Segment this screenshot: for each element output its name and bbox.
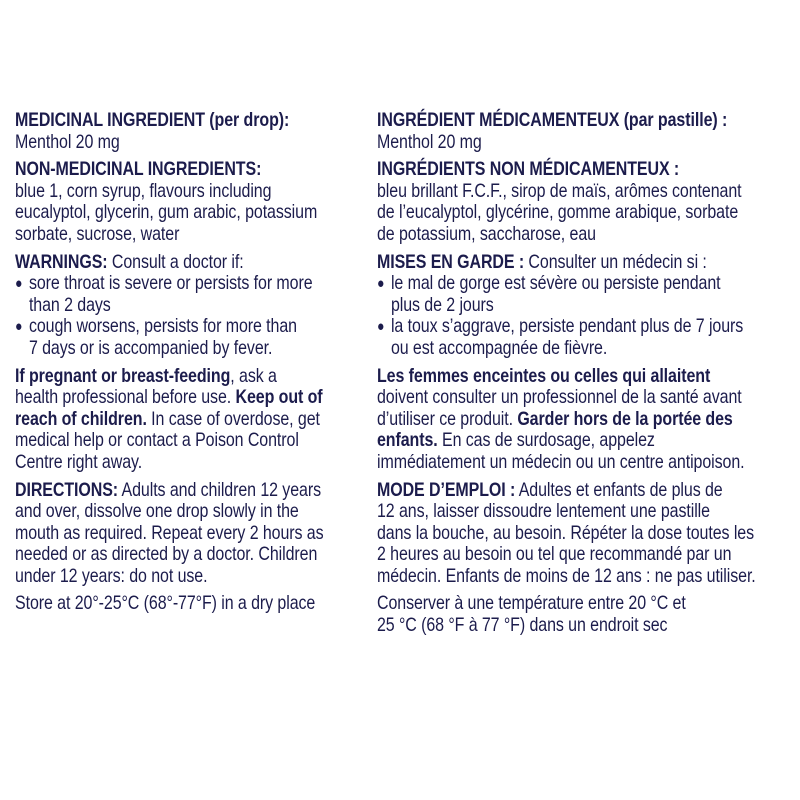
ingredient-line: de potassium, saccharose, eau (377, 222, 596, 245)
ingredient-line: bleu brillant F.C.F., sirop de maïs, arômes contenant (377, 179, 742, 202)
pregnancy-section (377, 366, 794, 474)
pregnancy-section (15, 366, 368, 474)
overdose-text: immédiatement un médecin ou un centre antipoison. (377, 450, 745, 473)
bullet-icon: ● (377, 275, 385, 293)
section-heading: DIRECTIONS: (15, 478, 119, 501)
english-column (15, 110, 368, 621)
overdose-text: En cas de surdosage, appelez (437, 429, 655, 452)
directions-line (377, 480, 794, 502)
warning-item (15, 316, 368, 338)
medicinal-ingredient-section (15, 110, 368, 153)
bullet-icon: ● (15, 318, 23, 336)
ingredient-line: blue 1, corn syrup, flavours including (15, 179, 272, 202)
section-heading: WARNINGS: (15, 250, 108, 273)
pregnancy-line (15, 409, 368, 431)
pregnancy-line (377, 409, 794, 431)
storage-section (15, 593, 368, 615)
pregnancy-text: health professional before use. (15, 386, 236, 409)
pregnancy-line (15, 366, 368, 388)
pregnancy-text: doivent consulter un professionnel de la santé avant (377, 386, 742, 409)
ingredient-line: eucalyptol, glycerin, gum arabic, potassium (15, 201, 318, 224)
warning-text: la toux s’aggrave, persiste pendant plus de 7 jours (390, 315, 744, 338)
pregnancy-text: , ask a (230, 364, 277, 387)
warnings-intro-text: Consulter un médecin si : (524, 250, 707, 273)
french-column (377, 110, 794, 643)
ingredient-line: de l’eucalyptol, glycérine, gomme arabique, sorbate (377, 201, 739, 224)
warnings-section (377, 252, 794, 360)
overdose-text: Centre right away. (15, 450, 143, 473)
warning-text-cont: plus de 2 jours (390, 293, 494, 316)
section-heading: INGRÉDIENTS NON MÉDICAMENTEUX : (377, 158, 680, 181)
storage-text: 25 °C (68 °F à 77 °F) dans un endroit sec (377, 614, 668, 637)
warnings-intro-text: Consult a doctor if: (107, 250, 244, 273)
directions-section (15, 480, 368, 588)
directions-text: needed or as directed by a doctor. Children (15, 543, 318, 566)
storage-text: Store at 20°-25°C (68°-77°F) in a dry place (15, 592, 316, 615)
directions-section (377, 480, 794, 588)
directions-text: Adultes et enfants de plus de (515, 478, 723, 501)
storage-text: Conserver à une température entre 20 °C et (377, 592, 686, 615)
directions-text: 12 ans, laisser dissoudre lentement une pastille (377, 500, 710, 523)
warning-text: sore throat is severe or persists for more (28, 272, 313, 295)
pregnancy-line (15, 387, 368, 409)
pregnancy-bold: Les femmes enceintes ou celles qui allaitent (377, 364, 711, 387)
directions-text: mouth as required. Repeat every 2 hours as (15, 521, 324, 544)
warning-item (15, 273, 368, 295)
keep-out-bold: enfants. (377, 429, 438, 452)
non-medicinal-ingredients-section (15, 159, 368, 245)
directions-text: and over, dissolve one drop slowly in the (15, 500, 299, 523)
directions-text: Adults and children 12 years (118, 478, 322, 501)
ingredient-line: sorbate, sucrose, water (15, 222, 180, 245)
section-heading: NON-MEDICINAL INGREDIENTS: (15, 158, 262, 181)
overdose-text: medical help or contact a Poison Control (15, 429, 299, 452)
warning-text: le mal de gorge est sévère ou persiste pendant (390, 272, 721, 295)
ingredient-line: Menthol 20 mg (15, 130, 120, 153)
directions-text: dans la bouche, au besoin. Répéter la dose toutes les (377, 521, 755, 544)
section-heading: MISES EN GARDE : (377, 250, 525, 273)
warning-text-cont: ou est accompagnée de fièvre. (390, 336, 608, 359)
warning-text-cont: than 2 days (28, 293, 111, 316)
overdose-text: In case of overdose, get (146, 407, 320, 430)
section-heading: MEDICINAL INGREDIENT (per drop): (15, 109, 290, 131)
storage-section (377, 593, 794, 636)
warnings-section (15, 252, 368, 360)
warning-text: cough worsens, persists for more than (28, 315, 297, 338)
pregnancy-bold: If pregnant or breast-feeding (15, 364, 231, 387)
keep-out-bold: reach of children. (15, 407, 147, 430)
section-heading: INGRÉDIENT MÉDICAMENTEUX (par pastille) : (377, 109, 728, 131)
directions-text: médecin. Enfants de moins de 12 ans : ne pas utiliser. (377, 564, 756, 587)
pregnancy-line (377, 430, 794, 452)
ingredient-line: Menthol 20 mg (377, 130, 482, 153)
medicinal-ingredient-section (377, 110, 794, 153)
directions-text: under 12 years: do not use. (15, 564, 208, 587)
bullet-icon: ● (377, 318, 385, 336)
warnings-intro (377, 252, 794, 274)
warning-text-cont: 7 days or is accompanied by fever. (28, 336, 273, 359)
directions-line (15, 480, 368, 502)
non-medicinal-ingredients-section (377, 159, 794, 245)
directions-text: 2 heures au besoin ou tel que recommandé par un (377, 543, 732, 566)
keep-out-bold: Garder hors de la portée des (517, 407, 733, 430)
keep-out-bold: Keep out of (235, 386, 323, 409)
pregnancy-text: d’utiliser ce produit. (377, 407, 518, 430)
section-heading: MODE D’EMPLOI : (377, 478, 516, 501)
warning-item (377, 273, 794, 295)
warning-item (377, 316, 794, 338)
warnings-intro (15, 252, 368, 274)
bullet-icon: ● (15, 275, 23, 293)
